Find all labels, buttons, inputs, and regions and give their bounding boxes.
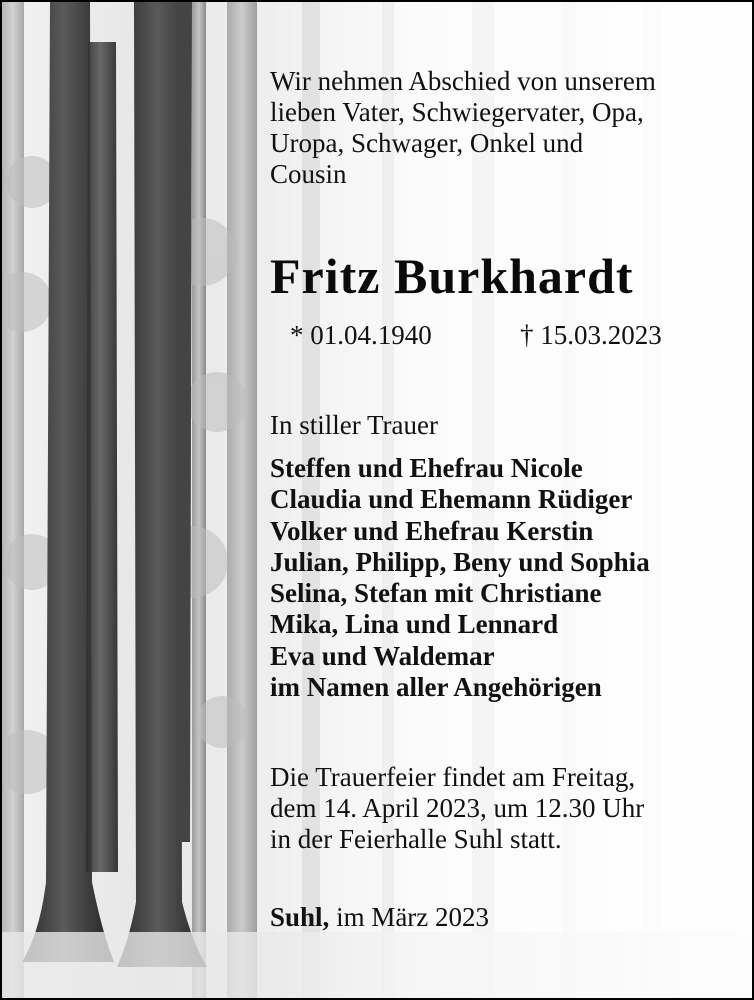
date: im März 2023: [329, 902, 490, 932]
mourner-line: Eva und Waldemar: [270, 640, 495, 671]
mourner-line: Steffen und Ehefrau Nicole: [270, 453, 583, 483]
mourner-line: Julian, Philipp, Beny und Sophia: [270, 546, 650, 577]
service-line: in der Feierhalle Suhl statt.: [270, 824, 562, 854]
mourners-heading: In stiller Trauer: [270, 410, 438, 440]
place: Suhl,: [270, 902, 330, 932]
mourner-line: Claudia und Ehemann Rüdiger: [270, 484, 633, 515]
mourner-line: Selina, Stefan mit Christiane: [270, 578, 602, 609]
service-line: Die Trauerfeier findet am Freitag,: [270, 762, 636, 792]
funeral-service-info: [270, 762, 644, 855]
service-line: dem 14. April 2023, um 12.30 Uhr: [270, 793, 645, 823]
intro-line: Wir nehmen Abschied von unserem: [270, 66, 656, 96]
place-and-date: [270, 902, 489, 933]
death-date: † 15.03.2023: [520, 320, 662, 350]
mourner-line: im Namen aller Angehörigen: [270, 672, 602, 703]
deceased-name: Fritz Burkhardt: [270, 248, 634, 304]
intro-text: [270, 66, 656, 190]
mourner-line: Mika, Lina und Lennard: [270, 609, 559, 640]
mourners-list: [270, 453, 650, 703]
intro-line: Cousin: [270, 159, 347, 189]
birth-date: * 01.04.1940: [290, 320, 432, 350]
intro-line: Uropa, Schwager, Onkel und: [270, 128, 584, 158]
mourner-line: Volker und Ehefrau Kerstin: [270, 515, 594, 546]
intro-line: lieben Vater, Schwiegervater, Opa,: [270, 97, 644, 127]
